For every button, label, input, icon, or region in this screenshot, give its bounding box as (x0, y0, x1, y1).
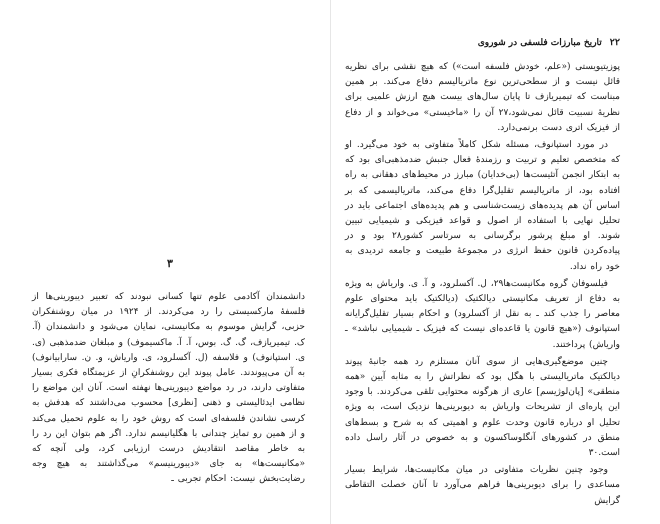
paragraph: چنین موضع‌گیری‌هایی از سوی آنان مستلزم رد همه جانبهٔ پیوند دیالکتیک ماتریالیستی با هگل بود که نظراتش را به مثابه آیین «همه منطقی» [پان‌لوژیسم] عاری از هرگونه محتوایی تلقی می‌کردند. با وجود این پاره‌ای از تشریحات واریاش به دیوبرینی‌ها نزدیک است، به ویژه تحلیل او درباره قانون وحدت علوم و اهمیتی که به شرح و بسط‌های منطق در کشورهای آنگلوساکسون و به خصوص در آثار راسل داده است.۳۰ (345, 356, 620, 459)
page-number: ۲۲ (609, 37, 620, 48)
chapter-number: ۳ (167, 257, 173, 270)
paragraph: در مورد استپانوف، مسئله شکل کاملاً متفاوتی به خود می‌گیرد. او که متخصص تعلیم و تربیت و رزمندهٔ فعال جنبش ضدمذهبی‌ای بود که به ابتکار انجمن آتئیست‌ها (بی‌خدایان) مبارز در محیط‌های دهقانی به راه افتاده بود، از ماتریالیسم تقلیل‌گرا دفاع می‌کند، ماتریالیسمی که بر اساس آن هم پدیده‌های زیست‌شناسی و هم پدیده‌های اجتماعی باید در تحلیل نهایی با استفاده از اصول و قواعد فیزیکی و شیمیایی تبیین شوند. او مبلغ پرشور برگرسانی به سرتاسر کشور۲۸ بود و در پیاده‌کردن قانون حفظ انرژی در مجموعهٔ طبیعت و جامعه تردیدی به خود راه نداد. (345, 140, 620, 272)
running-title: تاریخ مبارزات فلسفی در شوروی (477, 38, 602, 48)
paragraph: فیلسوفان گروه مکانیست‌ها۲۹، ل. آکسلرود، و آ. ی. واریاش به ویژه به دفاع از تعریف مکانیستی دیالکتیک (دیالکتیک باید محتوای علوم معاصر را جذب کند ـ به نقل از آکسلرود) و احکام بسیار تقلیل‌گرایانه استپانوف («هیچ قانون یا قاعده‌ای نیست که فیزیک ـ شیمیایی نباشد» ـ واریاش) پرداختند. (345, 278, 620, 350)
running-header (345, 37, 620, 48)
paragraph: وجود چنین نظریات متفاوتی در میان مکانیست‌ها، شرایط بسیار مساعدی را برای دیوبرینی‌ها فراهم می‌آورد تا آنان خصلت التقاطی گرایش (345, 465, 620, 506)
right-page (330, 0, 660, 524)
paragraph: دانشمندان آکادمی علوم تنها کسانی نبودند که تعبیر دیبورینی‌ها از فلسفهٔ مارکسیستی را رد می‌کردند. از ۱۹۲۴ در میان روشنفکران حزبی، گرایش موسوم به مکانیستی، نمایان می‌شود و دانشمندان (آ. ک. تیمیریازف، گ. گ. بوس، آ. آ. ماکسیموف) و مبلغان ضدمذهبی (ی. ی. استپانوف) و فلاسفه (ل. آکسلرود، ی. واریاش، و. ن. سارابیانوف) به آن می‌پیوندند. عامل پیوند این روشنفکرانِ از عزیمتگاه فکری بسیار متفاوتی دارند، در رد مواضع دیبورینی‌ها نهفته است. آنان این مواضع را نظامی ایدئالیستی و ذهنی [نظری] محسوب می‌داشتند که هدفش به کرسی نشاندن فلسفه‌ای است که روش خود را به علوم تحمیل می‌کند و از همین رو تمایز چندانی با هگلیانیسم ندارد. اگر هم بتوان این رد را به خاطر مقاصد انتقادیش درست ارزیابی کرد، ولی آنچه که «مکانیست‌ها» به جای «دیبورینیسم» می‌گذاشتند به هیچ وجه رضایت‌بخش نیست: احکام تجربی ـ (32, 292, 305, 485)
paragraph: پوزیتیویستی («علم، خودش فلسفه است») که هیچ نقشی برای نظریه قائل نیست و از سطحی‌ترین نوع ماتریالیسم دفاع می‌کند. بر همین مبناست که تیمیریازف تا پایان سال‌های بیست هیچ ارزش علمیی برای نظریهٔ نسبیت قائل نمی‌شود،۲۷ آن را «ماخیستی» می‌خواند و از دفاع از فیزیک اتری دست برنمی‌دارد. (345, 62, 620, 133)
right-page-body (345, 60, 620, 511)
left-page-body (32, 290, 305, 490)
